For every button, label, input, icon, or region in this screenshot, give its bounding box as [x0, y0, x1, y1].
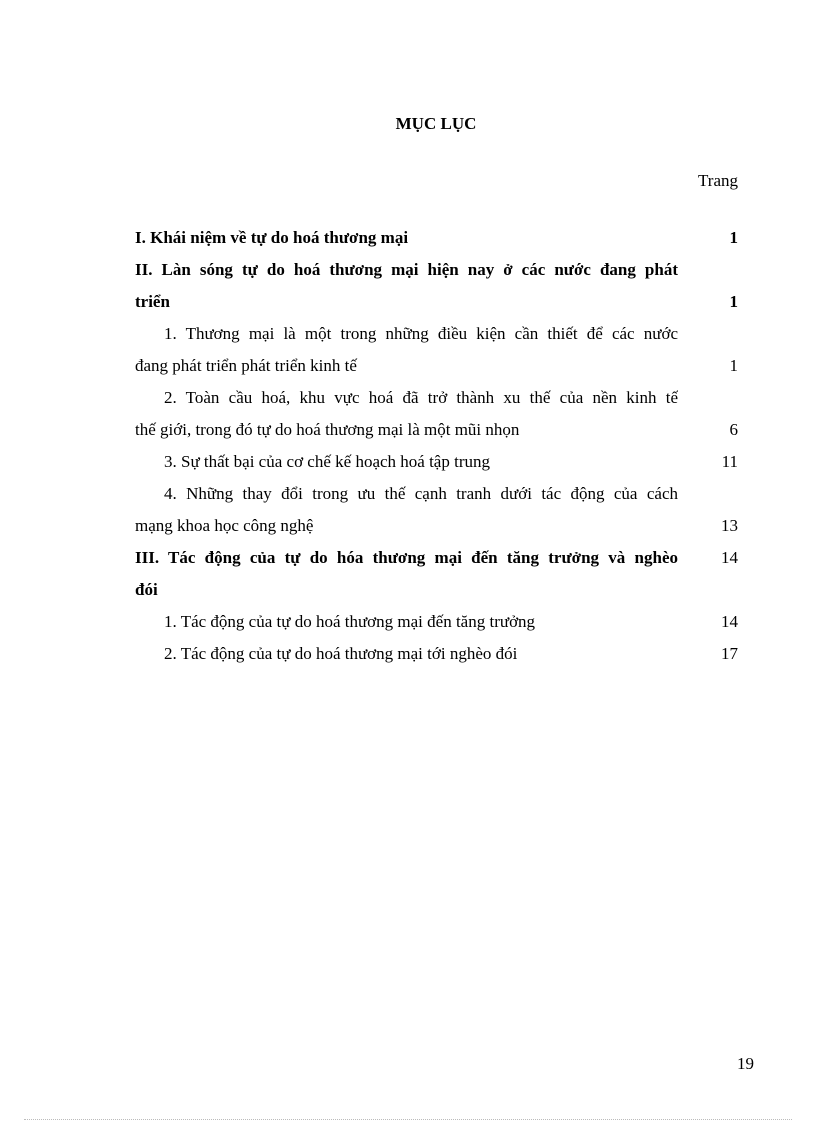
- toc-entry-9[interactable]: [135, 642, 738, 674]
- toc-entry-7-cont: [135, 578, 738, 610]
- toc-entry-text: mạng khoa học công nghệ: [135, 516, 314, 535]
- toc-entry-text: 1. Tác động của tự do hoá thương mại đến tăng trưởng: [164, 612, 536, 631]
- toc-entry-text: triển: [135, 292, 170, 311]
- toc-page-number: 14: [721, 548, 738, 567]
- toc-entry-text: I. Khái niệm về tự do hoá thương mại: [135, 228, 409, 247]
- toc-entry-6-cont: [135, 514, 738, 546]
- toc-entry-text: 3. Sự thất bại của cơ chế kế hoạch hoá tập trung: [164, 452, 490, 471]
- toc-page-number: 11: [721, 452, 738, 471]
- toc-entry-text: 4. Những thay đổi trong ưu thế cạnh tranh dưới tác động của cách: [164, 484, 678, 503]
- toc-page-number: 6: [729, 420, 738, 439]
- toc-entry-text: 2. Tác động của tự do hoá thương mại tới nghèo đói: [164, 644, 518, 663]
- toc-entry-text: đang phát triển phát triển kinh tế: [135, 356, 357, 375]
- toc-page-number: 1: [729, 228, 738, 247]
- toc-entry-text: 1. Thương mại là một trong những điều kiện cần thiết để các nước: [164, 324, 678, 343]
- toc-title: MỤC LỤC: [395, 114, 477, 133]
- toc-entry-3-cont: [135, 354, 738, 386]
- table-of-contents: [135, 226, 738, 674]
- toc-entry-text: III. Tác động của tự do hóa thương mại đến tăng trưởng và nghèo: [135, 548, 678, 567]
- toc-entry-3[interactable]: [135, 322, 738, 354]
- toc-entry-4[interactable]: [135, 386, 738, 418]
- toc-entry-4-cont: [135, 418, 738, 450]
- toc-entry-text: đói: [135, 580, 158, 599]
- toc-page-number: 1: [729, 292, 738, 311]
- toc-entry-5[interactable]: [135, 450, 738, 482]
- page-column-label: Trang: [698, 171, 738, 190]
- toc-page-number: 1: [729, 356, 738, 375]
- toc-page-number: 17: [721, 644, 738, 663]
- toc-page-number: 13: [721, 516, 738, 535]
- toc-entry-text: thế giới, trong đó tự do hoá thương mại là một mũi nhọn: [135, 420, 520, 439]
- toc-entry-text: II. Làn sóng tự do hoá thương mại hiện nay ở các nước đang phát: [135, 260, 678, 279]
- toc-entry-7[interactable]: [135, 546, 738, 578]
- page-boundary-divider: [24, 1119, 792, 1120]
- page-number: 19: [737, 1054, 754, 1073]
- toc-page-number: 14: [721, 612, 738, 631]
- toc-entry-2[interactable]: [135, 258, 738, 290]
- toc-entry-text: 2. Toàn cầu hoá, khu vực hoá đã trở thành xu thế của nền kinh tế: [164, 388, 678, 407]
- toc-entry-6[interactable]: [135, 482, 738, 514]
- toc-entry-2-cont: [135, 290, 738, 322]
- toc-entry-8[interactable]: [135, 610, 738, 642]
- toc-entry-1[interactable]: [135, 226, 738, 258]
